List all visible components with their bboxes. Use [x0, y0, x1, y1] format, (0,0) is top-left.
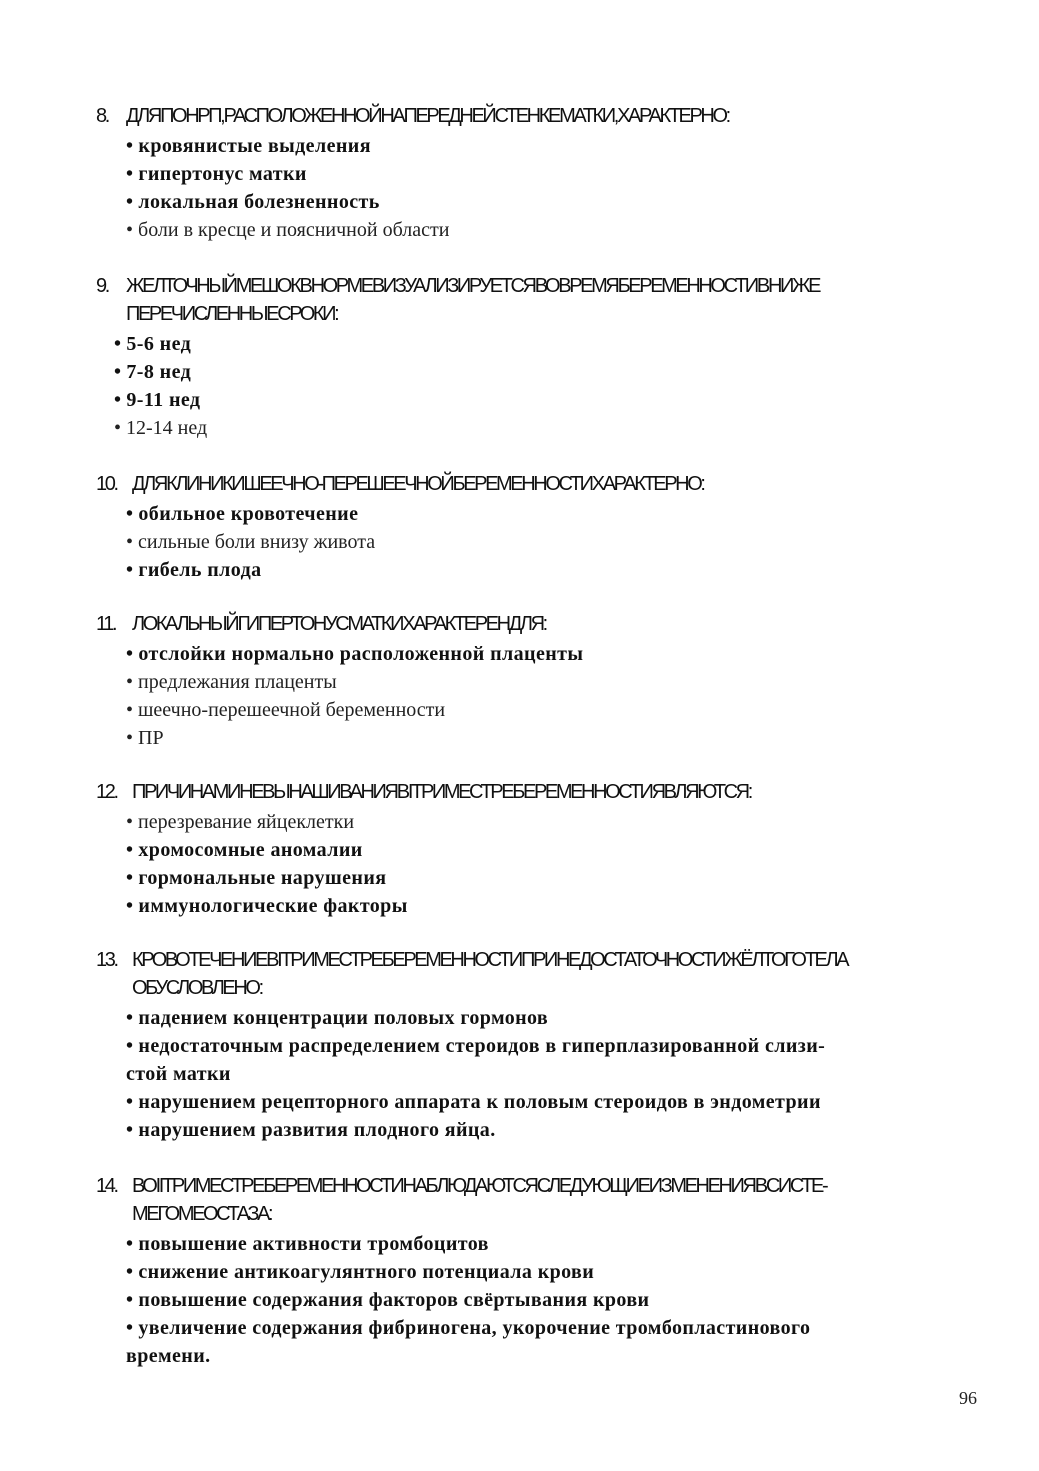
bullet-icon: •: [126, 191, 134, 213]
answer-option-correct: [126, 1314, 810, 1342]
bullet-icon: •: [126, 1289, 134, 1311]
question-title: [0, 1172, 1039, 1200]
answer-option-correct: [126, 1004, 548, 1032]
bullet-icon: •: [126, 839, 134, 861]
question-block: [0, 102, 1039, 241]
answer-option-correct: [126, 1116, 496, 1144]
answer-text: повышение активности тромбоцитов: [138, 1233, 489, 1255]
bullet-icon: •: [126, 699, 134, 721]
answer-option: [114, 414, 207, 442]
answer-text: повышение содержания факторов свёртывания крови: [138, 1289, 650, 1311]
question-title-continuation: МЕ ГОМЕОСТАЗА:: [132, 1203, 272, 1225]
question-title-continuation: ОБУСЛОВЛЕНО:: [132, 977, 262, 999]
question-block: [0, 272, 1039, 439]
answer-option-correct: [126, 500, 358, 528]
question-title: [0, 272, 1039, 300]
question-number: 9.: [96, 275, 108, 297]
question-title-text: ВО II ТРИМЕСТРЕ БЕРЕМЕННОСТИ НАБЛЮДАЮТСЯ СЛЕДУЮЩИЕ ИЗМЕНЕНИЯ В СИСТЕ-: [132, 1175, 827, 1197]
question-title: [0, 778, 1039, 806]
bullet-icon: •: [114, 361, 122, 383]
answer-option-correct: [126, 864, 387, 892]
question-number: 8.: [96, 105, 108, 127]
answer-text: гибель плода: [138, 559, 262, 581]
answer-option-correct: [126, 892, 408, 920]
question-title-text: ДЛЯ ПОНРП, РАСПОЛОЖЕННОЙ НА ПЕРЕДНЕЙ СТЕНКЕ МАТКИ, ХАРАКТЕРНО:: [126, 105, 729, 127]
question-title-text: ЛОКАЛЬНЫЙ ГИПЕРТОНУС МАТКИ ХАРАКТЕРЕН ДЛЯ:: [132, 613, 546, 635]
answer-text: локальная болезненность: [138, 191, 380, 213]
bullet-icon: •: [126, 1091, 134, 1113]
bullet-icon: •: [126, 1119, 134, 1141]
answer-text: отслойки нормально расположенной плаценты: [138, 643, 584, 665]
bullet-icon: •: [126, 727, 134, 749]
answer-text: падением концентрации половых гормонов: [138, 1007, 549, 1029]
question-block: [0, 946, 1039, 1141]
answer-text: предлежания плаценты: [138, 671, 337, 693]
question-title-text: КРОВОТЕЧЕНИЕ В I ТРИМЕСТРЕ БЕРЕМЕННОСТИ ПРИ НЕДОСТАТОЧНОСТИ ЖЁЛТОГО ТЕЛА: [132, 949, 848, 971]
bullet-icon: •: [126, 811, 134, 833]
answer-option-correct: [126, 1088, 821, 1116]
answer-option-correct: [126, 640, 583, 668]
bullet-icon: •: [114, 389, 122, 411]
bullet-icon: •: [114, 417, 122, 439]
bullet-icon: •: [126, 1035, 134, 1057]
question-number: 13.: [96, 949, 117, 971]
answer-option-correct: [126, 836, 363, 864]
answer-text: недостаточным распределением стероидов в гиперплазированной слизи-: [138, 1035, 826, 1057]
answer-text: кровянистые выделения: [138, 135, 371, 157]
answer-text: снижение антикоагулянтного потенциала крови: [138, 1261, 595, 1283]
answer-option-correct: [114, 386, 200, 414]
answer-text: ПР: [138, 727, 164, 749]
bullet-icon: •: [126, 643, 134, 665]
question-number: 12.: [96, 781, 117, 803]
question-number: 10.: [96, 473, 117, 495]
question-title: [0, 470, 1039, 498]
question-number: 11.: [96, 613, 116, 635]
bullet-icon: •: [126, 219, 134, 241]
bullet-icon: •: [126, 559, 134, 581]
question-block: [0, 1172, 1039, 1367]
answer-option-correct: [126, 1230, 489, 1258]
question-title: [0, 102, 1039, 130]
answer-option: [126, 528, 375, 556]
answer-text: шеечно-перешеечной беременности: [138, 699, 446, 721]
answer-option-correct: [114, 358, 191, 386]
answer-text: увеличение содержания фибриногена, укорочение тромбопластинового: [138, 1317, 811, 1339]
bullet-icon: •: [126, 1317, 134, 1339]
page-number: 96: [959, 1388, 977, 1408]
answer-text-continuation: времени.: [126, 1345, 211, 1367]
question-block: [0, 778, 1039, 917]
question-number: 14.: [96, 1175, 117, 1197]
answer-text: нарушением рецепторного аппарата к половым стероидов в эндометрии: [138, 1091, 821, 1113]
question-title-text: ЖЕЛТОЧНЫЙ МЕШОК В НОРМЕ ВИЗУАЛИЗИРУЕТСЯ ВО ВРЕМЯ БЕРЕМЕННОСТИ В НИЖЕ: [126, 275, 820, 297]
bullet-icon: •: [126, 1261, 134, 1283]
answer-text: перезревание яйцеклетки: [138, 811, 355, 833]
answer-text: боли в кресце и поясничной области: [138, 219, 450, 241]
bullet-icon: •: [126, 1007, 134, 1029]
answer-text: иммунологические факторы: [138, 895, 408, 917]
answer-option-correct: [114, 330, 191, 358]
answer-option-correct: [126, 132, 371, 160]
bullet-icon: •: [126, 895, 134, 917]
bullet-icon: •: [126, 135, 134, 157]
answer-text-continuation: стой матки: [126, 1063, 231, 1085]
question-title-text: ДЛЯ КЛИНИКИ ШЕЕЧНО-ПЕРЕШЕЕЧНОЙ БЕРЕМЕННОСТИ ХАРАКТЕРНО:: [132, 473, 704, 495]
answer-option: [126, 216, 449, 244]
question-title-continuation: ПЕРЕЧИСЛЕННЫЕ СРОКИ:: [126, 303, 338, 325]
answer-option-correct: [126, 160, 307, 188]
question-title: [0, 946, 1039, 974]
answer-text: 9-11 нед: [126, 389, 201, 411]
answer-option: [126, 696, 445, 724]
answer-text: гормональные нарушения: [138, 867, 387, 889]
answer-text: нарушением развития плодного яйца.: [138, 1119, 496, 1141]
bullet-icon: •: [126, 163, 134, 185]
question-block: [0, 610, 1039, 749]
bullet-icon: •: [126, 867, 134, 889]
answer-option-correct: [126, 1286, 649, 1314]
answer-option: [126, 808, 354, 836]
answer-option-correct: [126, 1258, 594, 1286]
bullet-icon: •: [126, 503, 134, 525]
answer-text: 12-14 нед: [126, 417, 208, 439]
answer-text: хромосомные аномалии: [138, 839, 363, 861]
answer-text: 7-8 нед: [126, 361, 192, 383]
answer-text: 5-6 нед: [126, 333, 192, 355]
question-block: [0, 470, 1039, 581]
question-title-text: ПРИЧИНАМИ НЕВЫНАШИВАНИЯ В I ТРИМЕСТРЕ БЕРЕМЕННОСТИ ЯВЛЯЮТСЯ:: [132, 781, 751, 803]
bullet-icon: •: [126, 671, 134, 693]
bullet-icon: •: [126, 1233, 134, 1255]
answer-option: [126, 724, 164, 752]
bullet-icon: •: [114, 333, 122, 355]
bullet-icon: •: [126, 531, 134, 553]
question-title: [0, 610, 1039, 638]
answer-option-correct: [126, 556, 262, 584]
answer-option: [126, 668, 337, 696]
answer-text: обильное кровотечение: [138, 503, 359, 525]
answer-option-correct: [126, 1032, 825, 1060]
answer-option-correct: [126, 188, 380, 216]
answer-text: гипертонус матки: [138, 163, 307, 185]
answer-text: сильные боли внизу живота: [138, 531, 376, 553]
